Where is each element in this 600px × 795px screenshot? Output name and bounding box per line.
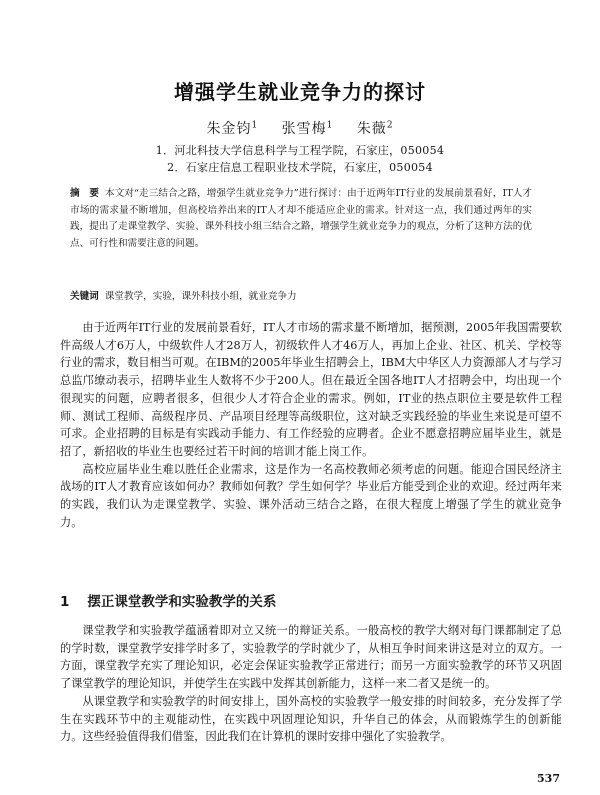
section-heading	[60, 590, 276, 610]
page-number: 537	[537, 772, 560, 785]
affiliation-1: 1．河北科技大学信息科学与工程学院，石家庄，050054	[155, 144, 445, 157]
paragraph: 课堂教学和实验教学蕴涵着即对立又统一的辩证关系。一般高校的教学大纲对每门课都制定了总的学时数，课堂教学安排学时多了，实验教学的学时就少了，从相互争时间来讲这是对立的双方。一方面，课堂教学充实了理论知识，必定会保证实验教学正常进行；而另一方面实验教学的环节又巩固了课堂教学的理论知识，并使学生在实践中发挥其创新能力，这样一来二者又是统一的。	[60, 624, 562, 691]
paragraph: 高校应届毕业生难以胜任企业需求，这是作为一名高校教师必须考虑的问题。能迎合国民经济主战场的IT人才教育应该如何办？教师如何教？学生如何学？毕业后方能受到企业的欢迎。经过两年来的实践，我们认为走课堂教学、实验、课外活动三结合之路，在很大程度上增强了学生的就业竞争力。	[60, 462, 562, 529]
abstract-label: 摘 要	[70, 188, 100, 199]
section-number: 1	[60, 594, 70, 610]
author: 朱金钧$^1$	[206, 120, 259, 137]
keywords-text: 课堂教学，实验，课外科技小组，就业竞争力	[104, 291, 297, 302]
keywords	[70, 289, 532, 305]
author-list	[0, 118, 600, 138]
author: 朱薇$^2$	[356, 120, 394, 137]
paragraph: 由于近两年IT行业的发展前景看好，IT人才市场的需求量不断增加，据预测，2005年我国需要软件高级人才6万人，中级软件人才28万人，初级软件人才46万人，再加上企业、社区、机关、学校等行业的需求，数目相当可观。在IBM的2005年毕业生招聘会上，IBM大中华区人力资源部人才与学习总监邝缭动表示，招聘毕业生人数将不少于200人。但在最近全国各地IT人才招聘会中，均出现一个很现实的问题，应聘者很多，但很少人才符合企业的需求。例如，IT业的热点职位主要是软件工程师、测试工程师、高级程序员、产品项目经理等高级职位，这对缺乏实践经验的毕业生来说是可望不可求。企业招聘的目标是有实践动手能力、有工作经验的应聘者。企业不愿意招聘应届毕业生，就是招了，新招收的毕业生也要经过若干时间的培训才能上岗工作。	[60, 321, 562, 458]
section-title: 摆正课堂教学和实验教学的关系	[87, 594, 277, 610]
paper-title: 增强学生就业竞争力的探讨	[174, 80, 426, 104]
abstract	[70, 186, 532, 252]
affiliation-2: 2．石家庄信息工程职业技术学院，石家庄，050054	[167, 161, 433, 174]
intro-body	[60, 319, 562, 531]
abstract-text: 本文对“走三结合之路，增强学生就业竞争力”进行探讨：由于近两年IT行业的发展前景看好，IT人才市场的需求量不断增加，但高校培养出来的IT人才却不能适应企业的需求。针对这一点，我们通过两年的实践，提出了走课堂教学、实验、课外科技小组三结合之路，增强学生就业竞争力的观点，分析了这种方法的优点、可行性和需要注意的问题。	[70, 188, 533, 249]
keywords-label: 关键词	[70, 291, 99, 302]
paragraph: 从课堂教学和实验教学的时间安排上，国外高校的实验教学一般安排的时间较多，充分发挥了学生在实践环节中的主观能动性，在实践中巩固理论知识，升华自己的体会，从而锻炼学生的创新能力。这些经验值得我们借鉴，因此我们在计算机的课时安排中强化了实验教学。	[60, 694, 562, 744]
section-body	[60, 622, 562, 746]
author: 张雪梅$^1$	[281, 120, 334, 137]
